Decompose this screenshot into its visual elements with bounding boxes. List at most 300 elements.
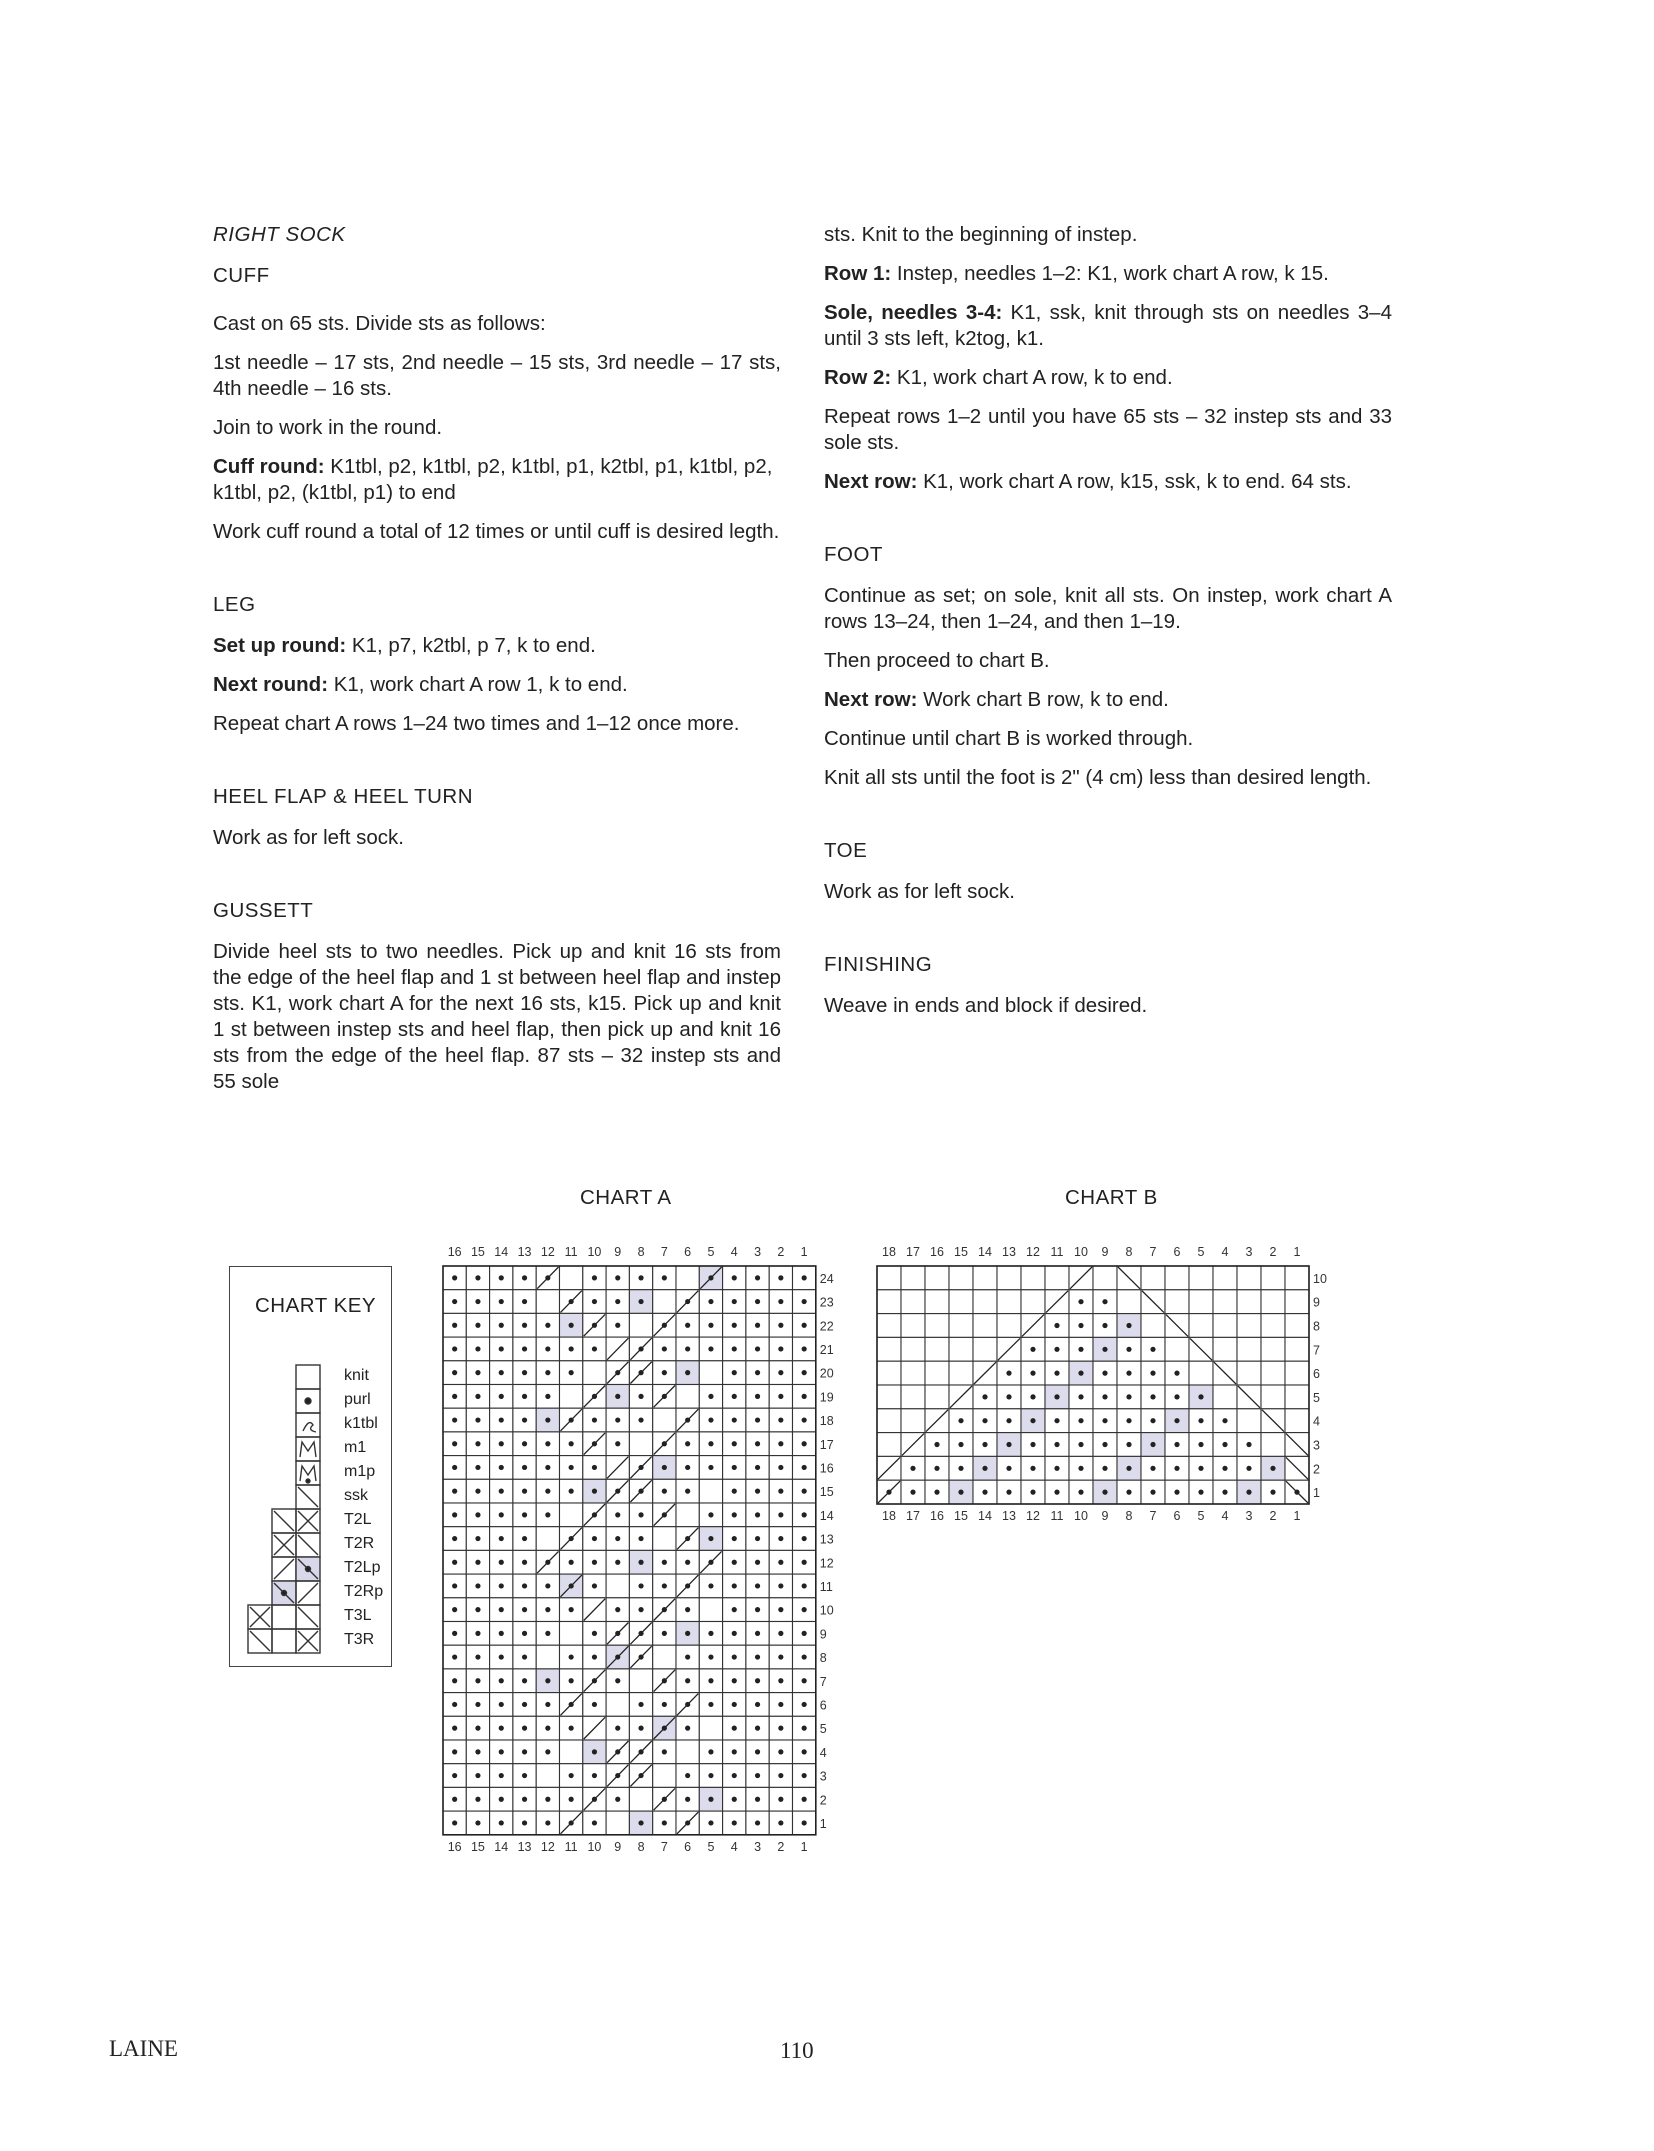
chart-a-purl-dot	[545, 1607, 550, 1612]
chart-a-purl-dot	[662, 1583, 667, 1588]
chart-b-cell	[949, 1314, 973, 1338]
chart-a-row-label: 20	[819, 1366, 834, 1381]
chart-a-purl-dot	[802, 1441, 807, 1446]
toe-text: Work as for left sock.	[824, 880, 1016, 903]
chart-b-cable-stroke	[1286, 1457, 1308, 1479]
chart-b-purl-dot	[1054, 1442, 1059, 1447]
chart-a-purl-dot	[755, 1749, 760, 1754]
chart-b-cell	[1045, 1290, 1069, 1314]
chart-a-purl-dot	[615, 1631, 620, 1636]
chart-a-cable-stroke	[607, 1623, 628, 1645]
chart-a-cell	[699, 1527, 722, 1551]
chart-b-cable-stroke	[1262, 1410, 1284, 1432]
chart-a-cable-stroke	[630, 1765, 651, 1787]
chart-b-cell	[1189, 1480, 1213, 1504]
chart-a-cell	[653, 1669, 676, 1693]
chart-a-purl-dot	[708, 1275, 713, 1280]
chart-b-cell	[877, 1385, 901, 1409]
chart-a-cable-stroke	[654, 1386, 675, 1408]
chart-a-purl-dot	[592, 1749, 597, 1754]
chart-b-cell	[997, 1314, 1021, 1338]
chart-a-purl-dot	[522, 1702, 527, 1707]
chart-a-cell	[793, 1337, 816, 1361]
chart-a-cell	[699, 1740, 722, 1764]
chart-a-purl-dot	[732, 1820, 737, 1825]
chart-a-col-label-bottom: 15	[470, 1839, 485, 1854]
chart-b-cell	[1141, 1361, 1165, 1385]
chart-b-purl-dot	[1030, 1442, 1035, 1447]
chart-b-cell	[1213, 1314, 1237, 1338]
chart-a-cell	[536, 1669, 559, 1693]
chart-a-purl-dot	[499, 1631, 504, 1636]
chart-b-cell	[1117, 1290, 1141, 1314]
chart-a-cell	[583, 1337, 606, 1361]
key-label-t2lp: T2Lp	[344, 1559, 381, 1576]
chart-b-col-label-top: 11	[1050, 1245, 1064, 1259]
chart-a-cell	[676, 1385, 699, 1409]
chart-a-cell	[629, 1787, 652, 1811]
chart-a-purl-dot	[708, 1583, 713, 1588]
chart-a-cell	[723, 1764, 746, 1788]
chart-a-cell	[723, 1598, 746, 1622]
chart-b-purl-dot	[1102, 1371, 1107, 1376]
chart-a-row-label: 17	[819, 1437, 834, 1452]
chart-a-cell	[513, 1716, 536, 1740]
row2-paragraph	[824, 365, 1392, 391]
chart-a-purl-dot	[708, 1512, 713, 1517]
chart-a-cell	[723, 1622, 746, 1646]
row1-text: Instep, needles 1–2: K1, work chart A row, k 15.	[891, 262, 1329, 285]
chart-a-cable-stroke	[630, 1480, 651, 1502]
chart-b-purl-dot	[1126, 1490, 1131, 1495]
chart-b-row-label: 8	[1313, 1319, 1320, 1334]
chart-b-cell	[901, 1385, 925, 1409]
chart-b-cell	[1165, 1337, 1189, 1361]
chart-b-cell	[1213, 1290, 1237, 1314]
chart-a-cell	[466, 1385, 489, 1409]
chart-a-cell	[560, 1716, 583, 1740]
chart-a-cell	[443, 1385, 466, 1409]
chart-a-cell	[490, 1385, 513, 1409]
chart-a-cell	[560, 1456, 583, 1480]
chart-a-purl-dot	[545, 1726, 550, 1731]
chart-a-purl-dot	[499, 1654, 504, 1659]
chart-a-cell	[653, 1550, 676, 1574]
chart-a-cell	[676, 1479, 699, 1503]
chart-a-cell	[560, 1740, 583, 1764]
chart-a-purl-dot	[755, 1726, 760, 1731]
chart-b-purl-dot	[1078, 1442, 1083, 1447]
chart-a-purl-dot	[802, 1820, 807, 1825]
chart-a-cell	[583, 1622, 606, 1646]
chart-a-col-label-top: 16	[447, 1245, 462, 1259]
chart-a-col-label-top: 14	[494, 1245, 509, 1259]
chart-a-purl-dot	[452, 1654, 457, 1659]
chart-a-purl-dot	[569, 1441, 574, 1446]
chart-b-cell	[1093, 1385, 1117, 1409]
chart-a-cell	[676, 1645, 699, 1669]
chart-b-row-label: 4	[1313, 1414, 1320, 1429]
chart-b-purl-dot	[1198, 1442, 1203, 1447]
chart-a-purl-dot	[662, 1465, 667, 1470]
chart-b-col-label-top: 2	[1269, 1245, 1277, 1259]
chart-a-purl-dot	[732, 1299, 737, 1304]
chart-b-cell	[949, 1409, 973, 1433]
chart-a-purl-dot	[522, 1749, 527, 1754]
chart-a-cell	[583, 1740, 606, 1764]
chart-b-purl-dot	[1294, 1490, 1299, 1495]
chart-a-cell	[466, 1716, 489, 1740]
chart-a-cell	[723, 1408, 746, 1432]
chart-a-cell	[606, 1503, 629, 1527]
chart-b-cell	[973, 1337, 997, 1361]
chart-a-cell	[793, 1503, 816, 1527]
chart-a-cell	[676, 1456, 699, 1480]
chart-a-cell	[676, 1622, 699, 1646]
chart-a-purl-dot	[778, 1346, 783, 1351]
chart-a-purl-dot	[569, 1465, 574, 1470]
chart-a-cell	[699, 1456, 722, 1480]
chart-b-cell	[1237, 1361, 1261, 1385]
chart-a-cell	[490, 1479, 513, 1503]
chart-a-cell	[513, 1550, 536, 1574]
chart-a-cell	[536, 1361, 559, 1385]
chart-a-purl-dot	[802, 1323, 807, 1328]
chart-a-cell	[490, 1550, 513, 1574]
chart-a-purl-dot	[522, 1275, 527, 1280]
chart-a-purl-dot	[569, 1726, 574, 1731]
chart-a-cell	[723, 1693, 746, 1717]
chart-a-cell	[699, 1550, 722, 1574]
chart-b-cable-stroke	[878, 1457, 900, 1479]
chart-a-cell	[676, 1716, 699, 1740]
chart-a-col-label-top: 12	[540, 1245, 555, 1259]
chart-a-cell	[793, 1432, 816, 1456]
chart-a-purl-dot	[475, 1394, 480, 1399]
chart-a-cell	[723, 1740, 746, 1764]
chart-a-cable-stroke	[700, 1551, 721, 1573]
chart-a-cell	[629, 1313, 652, 1337]
chart-a-cell	[723, 1361, 746, 1385]
chart-b-purl-dot	[1078, 1347, 1083, 1352]
key-label-t2rp: T2Rp	[344, 1583, 384, 1600]
chart-a-purl-dot	[732, 1773, 737, 1778]
chart-b-cell	[1093, 1456, 1117, 1480]
chart-a-purl-dot	[802, 1560, 807, 1565]
chart-b-purl-dot	[1126, 1394, 1131, 1399]
chart-a-cable-stroke	[654, 1717, 675, 1739]
chart-a-purl-dot	[755, 1417, 760, 1422]
chart-a-purl-dot	[708, 1749, 713, 1754]
chart-a-cell	[746, 1527, 769, 1551]
chart-b-purl-dot	[1150, 1394, 1155, 1399]
chart-a-purl-dot	[522, 1607, 527, 1612]
key-label-m1: m1	[344, 1439, 367, 1456]
chart-a-purl-dot	[452, 1275, 457, 1280]
chart-b-col-label-top: 14	[978, 1245, 992, 1259]
chart-a-cell	[466, 1622, 489, 1646]
cast-on-text: Cast on 65 sts. Divide sts as follows:	[213, 312, 546, 335]
chart-a-purl-dot	[685, 1323, 690, 1328]
chart-a-purl-dot	[802, 1678, 807, 1683]
chart-a-purl-dot	[708, 1560, 713, 1565]
chart-a-purl-dot	[732, 1441, 737, 1446]
chart-a-cell	[746, 1716, 769, 1740]
needles-text: 1st needle – 17 sts, 2nd needle – 15 sts, 3rd needle – 17 sts, 4th needle – 16 sts.	[213, 351, 781, 400]
chart-a-cell	[583, 1385, 606, 1409]
chart-a-purl-dot	[802, 1489, 807, 1494]
chart-b-cell	[877, 1433, 901, 1457]
chart-a-purl-dot	[685, 1678, 690, 1683]
chart-a-purl-dot	[569, 1560, 574, 1565]
chart-a-cell	[699, 1693, 722, 1717]
chart-a-cable-stroke	[561, 1291, 582, 1313]
cuff-round-text: K1tbl, p2, k1tbl, p2, k1tbl, p1, k2tbl, p1, k1tbl, p2, k1tbl, p2, (k1tbl, p1) to end	[213, 455, 773, 504]
chart-a-purl-dot	[499, 1773, 504, 1778]
chart-b-purl-dot	[1006, 1371, 1011, 1376]
chart-a-purl-dot	[708, 1773, 713, 1778]
chart-a-cell	[536, 1693, 559, 1717]
chart-a-cell	[490, 1337, 513, 1361]
chart-b-purl-dot	[1270, 1466, 1275, 1471]
chart-a-cell	[560, 1645, 583, 1669]
right-sock-heading: RIGHT SOCK	[213, 223, 346, 246]
chart-a-cell	[793, 1313, 816, 1337]
chart-b-cell	[877, 1361, 901, 1385]
chart-a-cell	[769, 1622, 792, 1646]
chart-b-cell	[1285, 1409, 1309, 1433]
chart-a-cable-stroke	[677, 1694, 698, 1716]
chart-a-purl-dot	[638, 1773, 643, 1778]
chart-a-cell	[513, 1290, 536, 1314]
chart-a-cell	[583, 1764, 606, 1788]
chart-a-cell	[606, 1432, 629, 1456]
chart-a-cell	[793, 1527, 816, 1551]
chart-b-cell	[1021, 1480, 1045, 1504]
chart-a-cable-stroke	[677, 1528, 698, 1550]
chart-a-col-label-bottom: 16	[447, 1839, 462, 1854]
chart-a-cell	[723, 1527, 746, 1551]
chart-a-purl-dot	[545, 1512, 550, 1517]
chart-a-purl-dot	[755, 1773, 760, 1778]
chart-a-col-label-bottom: 11	[564, 1839, 578, 1854]
chart-b-title: CHART B	[1065, 1186, 1158, 1209]
chart-a-purl-dot	[662, 1631, 667, 1636]
chart-a-row-label: 18	[819, 1414, 834, 1429]
chart-a-cell	[746, 1503, 769, 1527]
chart-b-purl-dot	[1126, 1466, 1131, 1471]
chart-a-purl-dot	[475, 1631, 480, 1636]
chart-a-purl-dot	[708, 1820, 713, 1825]
chart-b-cell	[1093, 1337, 1117, 1361]
chart-a-cell	[466, 1669, 489, 1693]
chart-a-cell	[676, 1740, 699, 1764]
chart-a-cell	[793, 1456, 816, 1480]
chart-b-purl-dot	[1126, 1371, 1131, 1376]
chart-a-cell	[513, 1479, 536, 1503]
key-label-t3r: T3R	[344, 1631, 375, 1648]
chart-b-cell	[997, 1361, 1021, 1385]
chart-a-cell	[769, 1503, 792, 1527]
chart-b-purl-dot	[958, 1466, 963, 1471]
chart-a-cell	[490, 1574, 513, 1598]
chart-b-purl-dot	[1102, 1347, 1107, 1352]
chart-b-cell	[1093, 1266, 1117, 1290]
chart-a-purl-dot	[545, 1678, 550, 1683]
chart-a-cell	[536, 1764, 559, 1788]
chart-b-cell	[1261, 1361, 1285, 1385]
chart-b-cell	[1117, 1314, 1141, 1338]
chart-a-purl-dot	[638, 1583, 643, 1588]
chart-a-cell	[560, 1811, 583, 1835]
chart-b-cell	[1285, 1456, 1309, 1480]
chart-a-row-label: 8	[819, 1651, 827, 1666]
chart-a-cell	[769, 1385, 792, 1409]
chart-b-cell	[973, 1456, 997, 1480]
chart-a-cell	[723, 1313, 746, 1337]
chart-b-cell	[1261, 1314, 1285, 1338]
chart-a-purl-dot	[732, 1583, 737, 1588]
chart-b-cell	[1069, 1409, 1093, 1433]
chart-a-border	[443, 1266, 816, 1835]
chart-b-cell	[925, 1266, 949, 1290]
chart-b-cell	[1045, 1361, 1069, 1385]
chart-a-purl-dot	[499, 1275, 504, 1280]
chart-a-purl-dot	[732, 1370, 737, 1375]
chart-a-cell	[793, 1740, 816, 1764]
footer-page-number: 110	[780, 2038, 814, 2063]
chart-b-cell	[1021, 1290, 1045, 1314]
chart-a-cell	[513, 1503, 536, 1527]
chart-a-cell	[560, 1361, 583, 1385]
chart-b-col-label-bottom: 4	[1221, 1509, 1229, 1523]
chart-a-cable-stroke	[584, 1670, 605, 1692]
chart-a-purl-dot	[662, 1820, 667, 1825]
chart-b-cell	[1021, 1266, 1045, 1290]
chart-a-purl-dot	[545, 1275, 550, 1280]
chart-a-col-label-bottom: 6	[684, 1839, 692, 1854]
chart-b-purl-dot	[1078, 1466, 1083, 1471]
chart-a-cell	[466, 1645, 489, 1669]
chart-a-purl-dot	[685, 1773, 690, 1778]
chart-b-cell	[1261, 1409, 1285, 1433]
chart-a-col-label-top: 2	[777, 1245, 785, 1259]
chart-b-cell	[997, 1266, 1021, 1290]
chart-b-purl-dot	[1126, 1323, 1131, 1328]
chart-a-cell	[513, 1811, 536, 1835]
chart-a-cable-stroke	[537, 1551, 558, 1573]
chart-b-purl-dot	[1102, 1394, 1107, 1399]
chart-a-purl-dot	[499, 1820, 504, 1825]
chart-b-col-label-bottom: 12	[1026, 1509, 1040, 1523]
chart-b-cell	[1021, 1433, 1045, 1457]
chart-a-cell	[769, 1550, 792, 1574]
chart-a-cell	[793, 1574, 816, 1598]
chart-b-cell	[1117, 1361, 1141, 1385]
chart-a-purl-dot	[802, 1607, 807, 1612]
chart-a-purl-dot	[499, 1678, 504, 1683]
chart-a-purl-dot	[685, 1654, 690, 1659]
chart-a-cell	[629, 1290, 652, 1314]
chart-b-purl-dot	[1126, 1442, 1131, 1447]
chart-a-purl-dot	[732, 1678, 737, 1683]
chart-b-cell	[1213, 1409, 1237, 1433]
chart-a-purl-dot	[545, 1820, 550, 1825]
chart-a-row-label: 16	[819, 1461, 834, 1476]
chart-b-cell	[1237, 1480, 1261, 1504]
chart-a-cell	[746, 1479, 769, 1503]
chart-a-cell	[560, 1408, 583, 1432]
chart-b-purl-dot	[1150, 1347, 1155, 1352]
chart-a-cell	[653, 1266, 676, 1290]
sole-text: K1, ssk, knit through sts on needles 3–4 until 3 sts left, k2tog, k1.	[824, 301, 1392, 350]
chart-a-row-label: 13	[819, 1532, 834, 1547]
chart-a-purl-dot	[662, 1726, 667, 1731]
chart-b-cell	[1237, 1266, 1261, 1290]
chart-b-cell	[1117, 1409, 1141, 1433]
chart-a-cell	[490, 1622, 513, 1646]
chart-b-cell	[1117, 1337, 1141, 1361]
continue-b-text: Continue until chart B is worked through.	[824, 727, 1194, 750]
chart-b-col-label-top: 1	[1293, 1245, 1301, 1259]
join-text: Join to work in the round.	[213, 416, 443, 439]
chart-a-cell	[560, 1337, 583, 1361]
chart-a-purl-dot	[499, 1583, 504, 1588]
chart-b-purl-dot	[1198, 1418, 1203, 1423]
chart-a-cell	[606, 1669, 629, 1693]
chart-a-row-label: 4	[819, 1745, 827, 1760]
next-row2-paragraph	[824, 687, 1392, 713]
chart-a-cell	[466, 1290, 489, 1314]
chart-a-cell	[769, 1811, 792, 1835]
chart-a-purl-dot	[615, 1607, 620, 1612]
chart-a-purl-dot	[569, 1323, 574, 1328]
chart-a-purl-dot	[569, 1797, 574, 1802]
chart-a-cell	[513, 1787, 536, 1811]
chart-a-cell	[443, 1527, 466, 1551]
chart-a-cell	[513, 1622, 536, 1646]
chart-a-purl-dot	[778, 1773, 783, 1778]
chart-a-purl-dot	[452, 1465, 457, 1470]
chart-a-cell	[746, 1787, 769, 1811]
chart-a-cell	[746, 1550, 769, 1574]
chart-a-col-label-top: 11	[564, 1245, 578, 1259]
chart-a-cable-stroke	[677, 1812, 698, 1834]
chart-a-purl-dot	[545, 1394, 550, 1399]
chart-a-cell	[676, 1787, 699, 1811]
chart-b-cell	[1141, 1409, 1165, 1433]
chart-a-purl-dot	[708, 1323, 713, 1328]
chart-b-purl-dot	[1006, 1394, 1011, 1399]
chart-a-purl-dot	[592, 1299, 597, 1304]
chart-a-purl-dot	[755, 1820, 760, 1825]
chart-b-purl-dot	[1150, 1442, 1155, 1447]
chart-b-cell	[901, 1337, 925, 1361]
chart-a-cell	[699, 1787, 722, 1811]
chart-a-purl-dot	[638, 1749, 643, 1754]
chart-a-cell	[606, 1550, 629, 1574]
chart-a-purl-dot	[685, 1489, 690, 1494]
chart-a-cell	[653, 1787, 676, 1811]
chart-b-cable-stroke	[878, 1481, 900, 1503]
chart-b-cell	[925, 1361, 949, 1385]
chart-a-cell	[676, 1669, 699, 1693]
chart-b-cell	[1285, 1433, 1309, 1457]
chart-a-cell	[699, 1432, 722, 1456]
chart-a-purl-dot	[475, 1749, 480, 1754]
next-round-paragraph	[213, 672, 781, 698]
chart-a-cell	[443, 1645, 466, 1669]
